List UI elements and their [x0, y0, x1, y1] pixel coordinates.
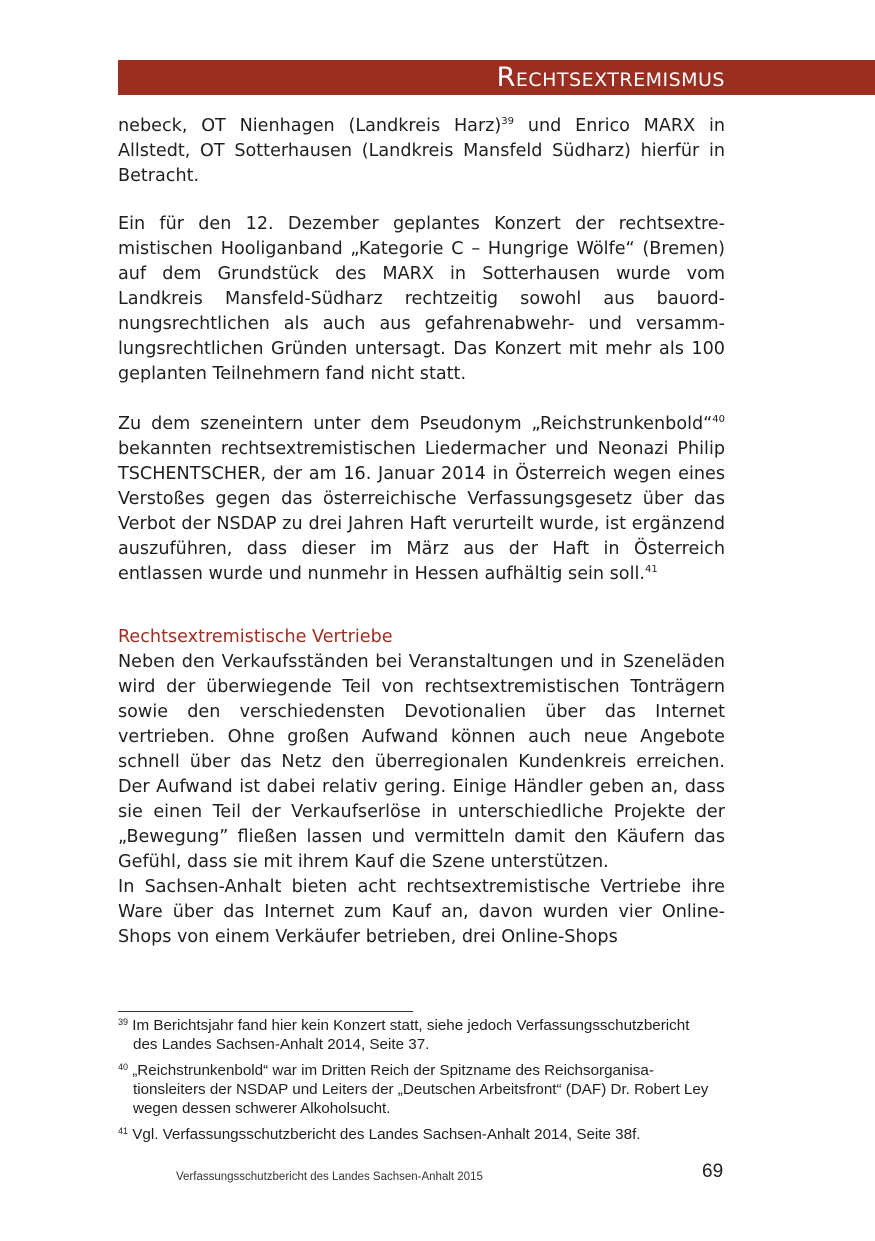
- footnote-41: $^{41}$ Vgl. Verfassungsschutzbericht des Landes Sachsen-Anhalt 2014, Seite 38f.: [118, 1126, 641, 1143]
- page-number: 69: [702, 1161, 724, 1182]
- body-block-2: [118, 212, 725, 387]
- paragraph-1: nebeck, OT Nienhagen (Landkreis Harz)$^{39}$ und Enrico MARX in Allstedt, OT Sotterhausen (Landkreis Mansfeld Südharz) hierfür in Betracht.: [118, 116, 726, 186]
- footnote-ref-41[interactable]: 41: [644, 564, 658, 575]
- body-block-3: [118, 412, 725, 587]
- footer-source: Verfassungsschutzbericht des Landes Sachsen-Anhalt 2015: [176, 1171, 483, 1183]
- body-block-4: [118, 625, 725, 950]
- footnote-ref-40[interactable]: 40: [712, 414, 725, 425]
- footnote-40: $^{40}$ „Reichstrunkenbold“ war im Dritten Reich der Spitzname des Reichsorganisationsleiters der NSDAP und Leiters der „Deutschen Arbeitsfront“ (DAF) Dr. Robert Ley wegen dessen schwerer Alkoholsucht.: [118, 1062, 709, 1117]
- paragraph-5: In Sachsen-Anhalt bieten acht rechtsextremistische Vertriebe ihre Ware über das Internet zum Kauf an, davon wurden vier Online-Shops von einem Verkäufer betrieben, drei Online-Shops: [118, 877, 725, 947]
- paragraph-3: Zu dem szeneintern unter dem Pseudonym „Reichstrunkenbold“$^{40}$ bekannten rechtsextremistischen Liedermacher und Neonazi Philip TSCHENTSCHER, der am 16. Januar 2014 in Österreich wegen eines Verstoßes gegen das österreichische Verfassungsgesetz über das Verbot der NSDAP zu drei Jahren Haft verurteilt wurde, ist ergänzend auszuführen, dass dieser im März aus der Haft in Österreich entlassen wurde und nunmehr in Hessen aufhältig sein soll.$^{41}$: [118, 414, 725, 584]
- chapter-header-bar: [118, 60, 875, 95]
- chapter-title: Rechtsextremismus: [496, 62, 725, 93]
- footnote-39: $^{39}$ Im Berichtsjahr fand hier kein Konzert statt, siehe jedoch Verfassungsschutzbericht des Landes Sachsen-Anhalt 2014, Seite 37.: [118, 1017, 690, 1053]
- footnote-ref-39[interactable]: 39: [501, 116, 515, 127]
- body-block-1: [118, 114, 725, 189]
- footnotes: [118, 1016, 718, 1151]
- section-heading: Rechtsextremistische Vertriebe: [118, 627, 393, 647]
- paragraph-4: Neben den Verkaufsständen bei Veranstaltungen und in Szeneläden wird der überwiegende Teil von rechtsextremistischen Tonträgern sowie den verschiedensten Devotionalien über das Internet vertrieben. Ohne großen Aufwand können auch neue Angebote schnell über das Netz den überregionalen Kundenkreis erreichen. Der Aufwand ist dabei relativ gering. Einige Händler geben an, dass sie einen Teil der Verkaufserlöse in unterschiedliche Projekte der „Bewegung” fließen lassen und vermitteln damit den Käufern das Gefühl, dass sie mit ihrem Kauf die Szene unterstützen.: [118, 652, 725, 872]
- paragraph-2: Ein für den 12. Dezember geplantes Konzert der rechtsextremistischen Hooliganband „Kategorie C – Hungrige Wölfe“ (Bremen) auf dem Grundstück des MARX in Sotterhausen wurde vom Landkreis Mansfeld-Südharz rechtzeitig sowohl aus bauordnungsrechtlichen als auch aus gefahrenabwehr- und versammlungsrechtlichen Gründen untersagt. Das Konzert mit mehr als 100 geplanten Teilnehmern fand nicht statt.: [118, 214, 725, 384]
- footnote-divider: [118, 1011, 413, 1012]
